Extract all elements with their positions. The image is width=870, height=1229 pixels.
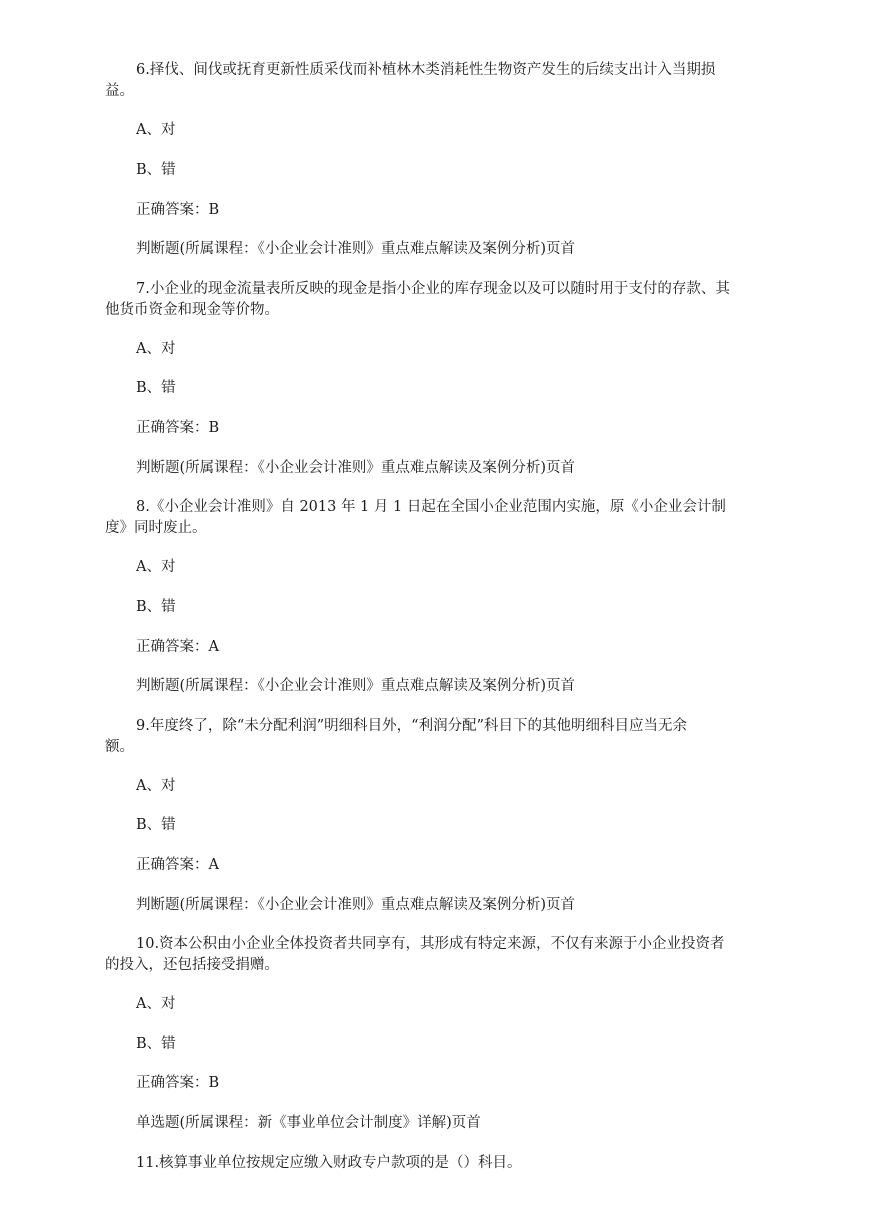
question-8-option-a: A、对 (136, 559, 176, 575)
question-9-text-cont: 额。 (105, 739, 134, 755)
question-10-text: 10.资本公积由小企业全体投资者共同享有，其形成有特定来源，不仅有来源于小企业投资者 (136, 936, 725, 952)
question-9-option-b: B、错 (136, 817, 176, 833)
section-heading: 单选题(所属课程：新《事业单位会计制度》详解)页首 (136, 1115, 481, 1131)
question-6-text: 6.择伐、间伐或抚育更新性质采伐而补植林木类消耗性生物资产发生的后续支出计入当期损 (136, 62, 716, 78)
question-6-answer: 正确答案：B (136, 202, 220, 218)
question-8-text: 8.《小企业会计准则》自 2013 年 1 月 1 日起在全国小企业范围内实施，原《小企业会计制 (136, 499, 726, 515)
question-7-text: 7.小企业的现金流量表所反映的现金是指小企业的库存现金以及可以随时用于支付的存款、其 (136, 281, 730, 297)
section-heading: 判断题(所属课程：《小企业会计准则》重点难点解读及案例分析)页首 (136, 897, 576, 913)
question-10-text-cont: 的投入，还包括接受捐赠。 (105, 957, 279, 973)
question-7-answer: 正确答案：B (136, 420, 220, 436)
question-11-text: 11.核算事业单位按规定应缴入财政专户款项的是（）科目。 (136, 1155, 522, 1171)
question-8-option-b: B、错 (136, 599, 176, 615)
question-6-text-cont: 益。 (105, 83, 134, 99)
question-10-option-a: A、对 (136, 996, 176, 1012)
question-8-answer: 正确答案：A (136, 639, 219, 655)
question-10-answer: 正确答案：B (136, 1075, 220, 1091)
question-8-text-cont: 度》同时废止。 (105, 520, 207, 536)
question-10-option-b: B、错 (136, 1036, 176, 1052)
question-9-answer: 正确答案：A (136, 857, 219, 873)
section-heading: 判断题(所属课程：《小企业会计准则》重点难点解读及案例分析)页首 (136, 460, 576, 476)
question-7-option-a: A、对 (136, 341, 176, 357)
question-7-option-b: B、错 (136, 380, 176, 396)
question-6-option-b: B、错 (136, 162, 176, 178)
question-6-option-a: A、对 (136, 122, 176, 138)
question-7-text-cont: 他货币资金和现金等价物。 (105, 302, 279, 318)
section-heading: 判断题(所属课程：《小企业会计准则》重点难点解读及案例分析)页首 (136, 678, 576, 694)
question-9-text: 9.年度终了，除“未分配利润”明细科目外，“利润分配”科目下的其他明细科目应当无余 (136, 718, 687, 734)
section-heading: 判断题(所属课程：《小企业会计准则》重点难点解读及案例分析)页首 (136, 241, 576, 257)
question-9-option-a: A、对 (136, 778, 176, 794)
